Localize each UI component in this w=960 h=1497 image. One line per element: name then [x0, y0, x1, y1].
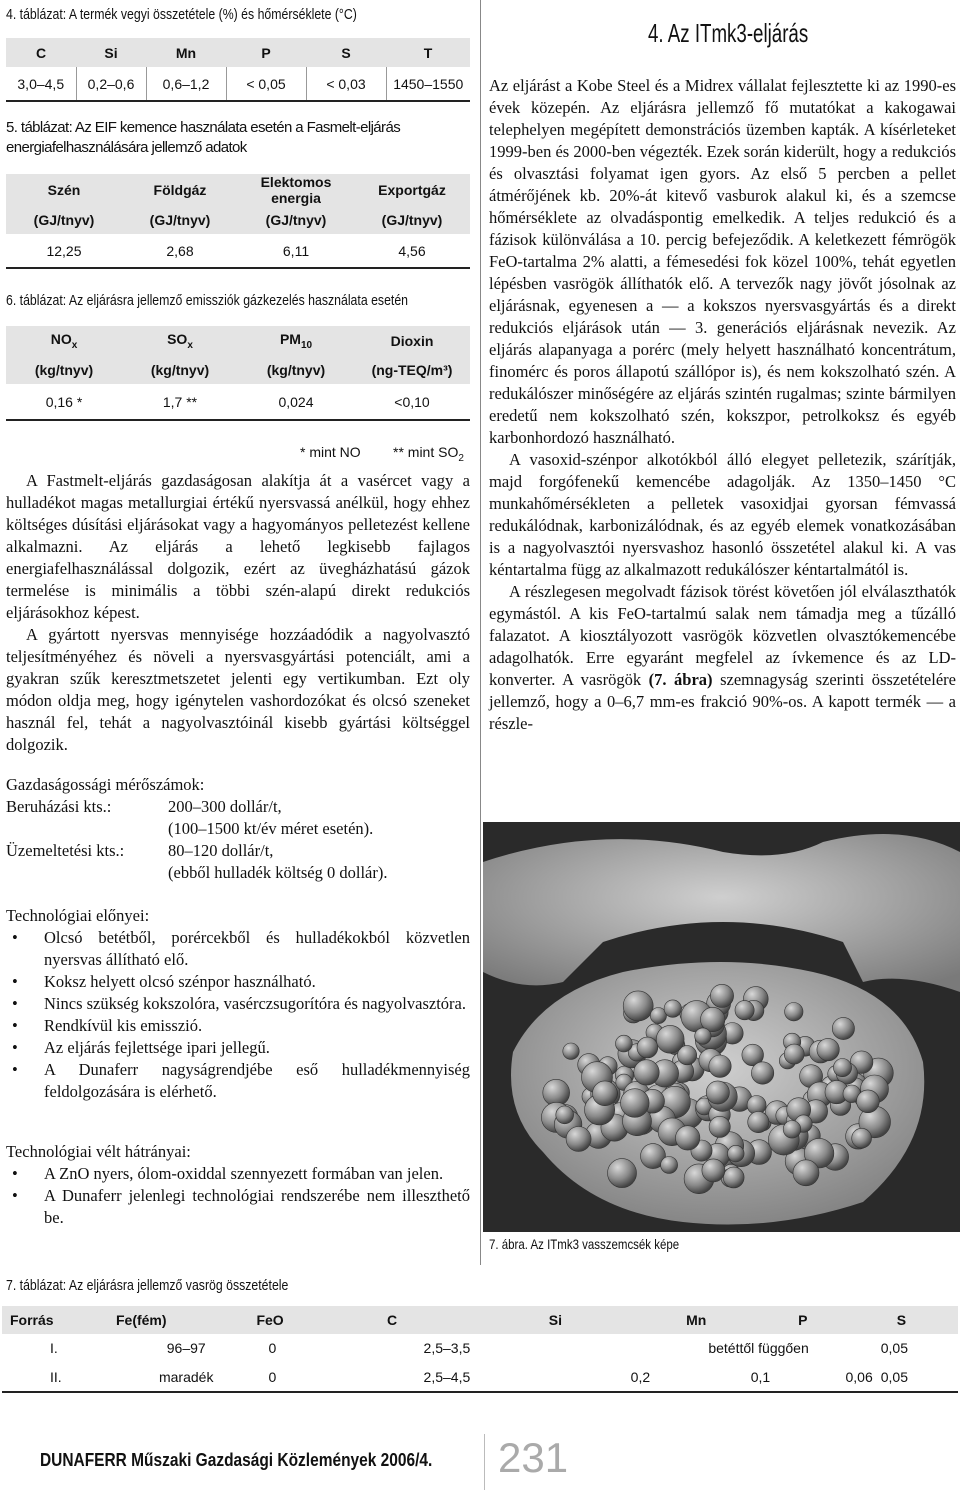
pellet — [833, 1059, 851, 1077]
pellet — [621, 1089, 650, 1118]
pellet — [709, 1116, 730, 1137]
list-item: • Az eljárás fejlettsége ipari jellegű. — [6, 1037, 470, 1059]
table4-cell: 1450–1550 — [393, 75, 464, 92]
pellet — [593, 1081, 618, 1106]
table6-unit: (kg/tnyv) — [266, 362, 326, 378]
table6-header-row — [6, 326, 470, 356]
table4-header: T — [423, 44, 433, 61]
section-heading: 4. Az ITmk3-eljárás — [648, 18, 809, 48]
table4-caption: 4. táblázat: A termék vegyi összetétele (%) és hőmérséklete (°C) — [6, 6, 357, 23]
table4-value-row — [6, 67, 470, 101]
pellet — [817, 1038, 839, 1060]
table5-unit-row — [6, 206, 470, 234]
page-number: 231 — [498, 1434, 569, 1481]
economics-block — [6, 774, 470, 884]
table7-cell: 0,06 — [845, 1368, 873, 1385]
table5-unit: (GJ/tnyv) — [33, 212, 95, 228]
paragraph: A részlegesen megolvadt fázisok törést követően jól elválaszthatók egymástól. A kis FeO-tartalmú salak nem támadja meg a tűzálló falazatot. A kiosztályozott vasrögök közvetlen olvasztókemencébe adagolhatók. Erre egyaránt megfelel az ívkemence és az LD-konverter. A vasrögök (7. ábra) szemnagyság szerinti összetételére jellemző, hogy a 0–6,7 mm-es frakció 90%-os. A kapott termék — a részle- — [489, 582, 956, 733]
table6-cell: 0,024 — [278, 393, 314, 410]
paragraph: A gyártott nyersvas mennyisége hozzáadódik a nagyolvasztó teljesítményéhez és növeli a nyersvasgyártási potenciált, ami a gyakran szűk keresztmetszetet jelenti egy vertikumban. Ezt oly módon oldja meg, hogy igénytelen vashordozókat és olcsó szeneket használ fel, tehát a nagyolvasztóinál kisebb gyártási költséggel dolgozik. — [6, 625, 470, 754]
table7-header: P — [798, 1312, 808, 1328]
pellet — [664, 1000, 681, 1017]
table7-header: Forrás — [10, 1312, 54, 1328]
pellet — [852, 1128, 872, 1148]
table7-cell: 0 — [268, 1340, 277, 1356]
table7-cell: I. — [50, 1340, 58, 1356]
table7 — [2, 1306, 958, 1393]
table6-unit: (ng-TEQ/m³) — [371, 362, 453, 378]
pellet — [793, 1160, 819, 1186]
table7-row — [2, 1334, 958, 1362]
table5-caption: 5. táblázat: Az EIF kemence használata esetén a Fasmelt-eljárás energiafelhasználására jellemző adatok — [6, 119, 401, 156]
list-item: • Olcsó betétből, porércekből és hulladékokból közvetlen nyersvas állítható elő. — [6, 927, 470, 971]
list-item: • Nincs szükség kokszolóra, vasérczsugorítóra és nagyolvasztóra. — [6, 993, 470, 1015]
pellet — [676, 1126, 700, 1150]
pellet — [784, 1044, 804, 1064]
list-item: • A Dunaferr nagyságrendjébe eső hulladékmennyiség feldolgozására is elérhető. — [6, 1059, 470, 1103]
table7-header: Si — [548, 1312, 562, 1328]
table7-caption: 7. táblázat: Az eljárásra jellemző vasrög összetétele — [6, 1277, 289, 1294]
table7-cell: 2,5–4,5 — [423, 1368, 471, 1385]
pellet — [623, 991, 653, 1021]
pellet — [751, 1062, 773, 1084]
table4-header: P — [261, 44, 271, 61]
pellet — [637, 1037, 658, 1058]
left-body — [6, 470, 470, 756]
table7-cell: 96–97 — [166, 1340, 206, 1356]
table7-cell: maradék — [158, 1368, 214, 1385]
table5-unit: (GJ/tnyv) — [265, 212, 327, 228]
advantages-list — [6, 927, 470, 1103]
table7-header: S — [896, 1312, 907, 1328]
pellets-photo-image — [483, 822, 960, 1232]
pellet — [706, 1081, 729, 1104]
table6-unit: (kg/tnyv) — [150, 362, 210, 378]
table4-cell: < 0,03 — [306, 67, 386, 101]
pellet — [710, 984, 733, 1007]
pellet — [709, 1055, 731, 1077]
table7-cell: 0,2 — [630, 1368, 651, 1385]
table4-header: Mn — [175, 44, 197, 61]
pellet — [563, 1043, 579, 1059]
econ-row — [6, 840, 470, 862]
table6-cell: 1,7 ** — [162, 393, 198, 410]
table5-header: Földgáz — [153, 182, 207, 198]
pellet — [702, 1159, 725, 1182]
pellet — [656, 1025, 684, 1053]
table6-cell: <0,10 — [394, 393, 430, 410]
table5-value-row — [6, 234, 470, 268]
figure-caption: 7. ábra. Az ITmk3 vasszemcsék képe — [489, 1236, 680, 1252]
table4-header: Si — [104, 44, 118, 61]
econ-label: Üzemeltetési kts.: — [6, 841, 125, 860]
paragraph: A vasoxid-szénpor alkotókból álló elegyet pelletezik, szárítják, majd forgófenekű kemencébe adagolják. Az 1350–1450 °C munkahőmérsékleten a pelletek vasoxidjai gyorsan fémvassá redukálódnak, karbonizálódnak, és az egyéb elemek vonatkozásában is a nagyolvasztói nyersvashoz hasonló összetétel alakul ki. A vas kéntartalma függ az alkalmazott redukálószer kéntartalmától is. — [489, 450, 956, 579]
table7-cell: 0 — [268, 1368, 277, 1385]
disadvantages-block — [6, 1141, 470, 1229]
econ-row — [6, 796, 470, 818]
table5-header: Exportgáz — [378, 182, 446, 198]
table7-cell: betéttől függően — [708, 1340, 809, 1356]
table7-row — [2, 1362, 958, 1392]
table5-cell: 4,56 — [398, 242, 426, 259]
table4-header: S — [341, 44, 351, 61]
table7-cell: 0,05 — [880, 1368, 908, 1385]
table7-header: Fe(fém) — [115, 1312, 167, 1328]
paragraph: Az eljárást a Kobe Steel és a Midrex vállalat fejlesztette ki az 1990-es évek közepén. Az eljárásra jellemző fő mutatókat a kakogawai telephelyen megépített demonstrációs üzemben kapták. A kísérleteket 1999-ben és 2000-ben végezték. Ezek során kiderült, hogy a redukciós és olvasztási folyamat igen gyors. Az első 5 percben a pellet átmérőjének kb. 20%-át kitevő vasburok alakul ki, és a szemcse hőmérséklete az olvadáspontig emelkedik. A teljes redukció és a fázisok különválása a 10. percig befejeződik. A keletkezett fémrögök FeO-tartalma 2% alatti, a fémesedési fok közel 100%, tehát egyetlen lépésben vasrögök állíthatók elő. A tervezők nagy jövőt jósolnak az eljárásnak, egyenesen a — a kokszos nyersvasgyártás és a direkt redukciós eljárások után — 3. generációs eljárásnak nevezik. Az eljárás alapanyaga a porérc (mely helyett használható koncentrátum, finomérc és poros állapotú szállópor is), és nem kokszolható szén. A redukálószer minőségére az eljárás szintén rugalmas; szinte bármilyen eredetű nem kokszolható szén, kokszpor, petrolkoksz és egyéb karbonhordozó használható. — [489, 76, 956, 447]
table5 — [6, 174, 470, 269]
table5-cell: 2,68 — [166, 242, 194, 259]
table6-cell: 0,16 * — [45, 393, 83, 410]
table6-note-so2: ** mint $SO_2$ — [393, 444, 464, 464]
table7-cell: 0,1 — [750, 1368, 771, 1385]
table4-header: C — [35, 44, 47, 61]
pellets-photo — [483, 822, 960, 1232]
table5-header: Szén — [47, 182, 81, 198]
table5-cell: 6,11 — [282, 242, 310, 259]
table7-header-row — [2, 1306, 958, 1334]
pellet — [783, 1121, 801, 1139]
list-item: • Rendkívül kis emisszió. — [6, 1015, 470, 1037]
table7-cell: II. — [50, 1368, 62, 1385]
table6-value-row — [6, 384, 470, 420]
pellet — [728, 1145, 745, 1162]
table7-cell: 0,05 — [880, 1340, 908, 1356]
table7-header: FeO — [256, 1312, 284, 1328]
pellet — [634, 1060, 659, 1085]
paragraph: A Fastmelt-eljárás gazdaságosan alakítja át a vasércet vagy a hulladékot magas metallurgiai értékű nyersvassá anélkül, hogy ehhez költséges dúsítási eljárásokat vagy a hagyományos pelletezést kellene alkalmazni. Az eljárás a lehető legkisebb fajlagos energiafelhasználással dolgozik, ezért az üvegházhatású gázok termelése is minimális a többi szén-alapú direkt redukciós eljárásokhoz képest. — [6, 471, 470, 622]
table4-cell: 3,0–4,5 — [6, 67, 76, 101]
pellet — [723, 1167, 744, 1188]
pellet — [661, 1157, 678, 1174]
table4 — [6, 38, 470, 102]
table6-unit: (kg/tnyv) — [34, 362, 94, 378]
econ-value-note: (100–1500 kt/év méret esetén). — [168, 819, 374, 838]
pellet — [832, 1017, 854, 1039]
econ-label: Beruházási kts.: — [6, 797, 112, 816]
table4-cell: 0,2–0,6 — [76, 67, 146, 101]
table5-header-row — [6, 174, 470, 206]
pellet — [748, 1112, 769, 1133]
table6 — [6, 326, 470, 421]
pellet — [608, 1159, 637, 1188]
table7-cell: 2,5–3,5 — [423, 1340, 471, 1356]
column-divider — [480, 0, 481, 1265]
econ-value: 200–300 dollár/t, — [168, 797, 282, 816]
pellet — [785, 1003, 803, 1021]
table6-header: Dioxin — [390, 333, 434, 349]
table5-unit: (GJ/tnyv) — [149, 212, 211, 228]
table5-unit: (GJ/tnyv) — [381, 212, 443, 228]
disadvantages-list — [6, 1163, 470, 1229]
table7-header: Mn — [686, 1312, 707, 1328]
list-item: • A ZnO nyers, ólom-oxiddal szennyezett formában van jelen. — [6, 1163, 470, 1185]
advantages-title: Technológiai előnyei: — [6, 906, 150, 925]
table5-header: Elektomos energia — [260, 174, 332, 206]
pellet — [857, 1090, 880, 1113]
right-body — [489, 75, 956, 735]
table7-header: C — [387, 1312, 398, 1328]
advantages-block — [6, 905, 470, 1103]
footer-journal: DUNAFERR Műszaki Gazdasági Közlemények 2006/4. — [40, 1450, 433, 1470]
footer-divider — [484, 1434, 485, 1490]
table6-caption: 6. táblázat: Az eljárásra jellemző emissziók gázkezelés használata esetén — [6, 292, 409, 309]
econ-value-note: (ebből hulladék költség 0 dollár). — [168, 863, 388, 882]
table6-header: $SO_x$ — [167, 331, 193, 351]
list-item: • A Dunaferr jelenlegi technológiai rendszerébe nem illeszthető be. — [6, 1185, 470, 1229]
pellet — [616, 1035, 633, 1052]
pellet — [695, 1028, 711, 1044]
disadvantages-title: Technológiai vélt hátrányai: — [6, 1142, 191, 1161]
table6-header: $PM_{10}$ — [279, 331, 313, 351]
economics-title: Gazdaságossági mérőszámok: — [6, 775, 205, 794]
pellet — [556, 1106, 574, 1124]
table4-header-row — [6, 38, 470, 67]
econ-value: 80–120 dollár/t, — [168, 841, 274, 860]
table6-header: $NO_x$ — [50, 331, 78, 351]
table6-note-no: * mint NO — [300, 444, 361, 460]
list-item: • Koksz helyett olcsó szénpor használható. — [6, 971, 470, 993]
pellet — [566, 1127, 591, 1152]
table4-cell: 0,6–1,2 — [146, 67, 226, 101]
table6-unit-row — [6, 356, 470, 384]
pellet — [735, 1001, 754, 1020]
table5-cell: 12,25 — [46, 242, 82, 259]
table4-cell: < 0,05 — [226, 67, 306, 101]
